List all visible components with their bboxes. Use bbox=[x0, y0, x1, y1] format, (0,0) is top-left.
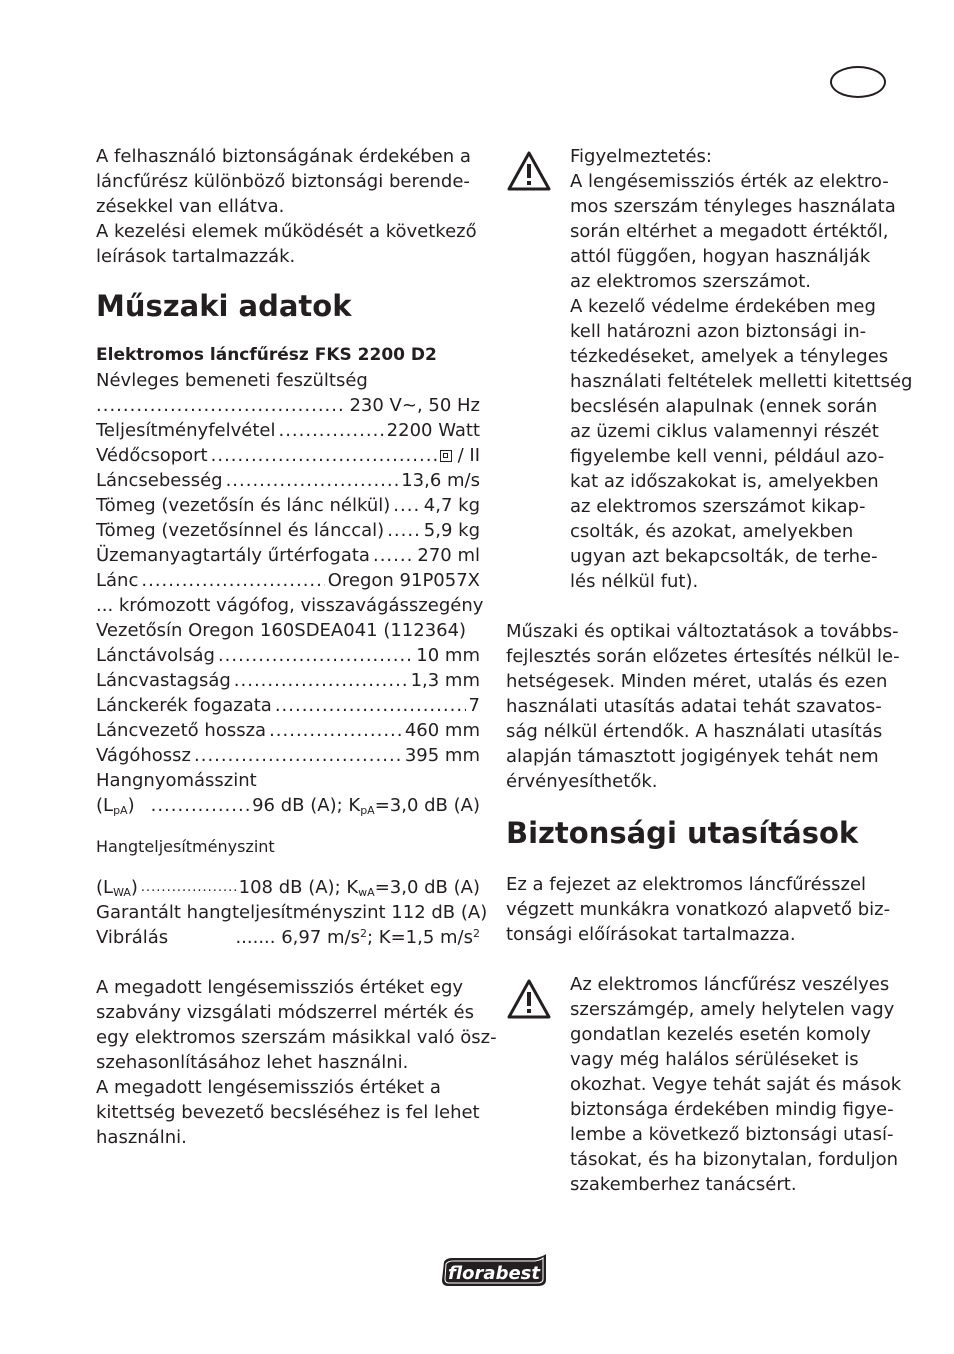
sound-pressure-row: $(L_{pA})$ ..... 96 dB (A); $K_{pA}=3,0$ dB (A) bbox=[96, 793, 480, 818]
left-column bbox=[96, 144, 497, 1150]
text-line: okozhat. Vegye tehát saját és mások bbox=[570, 1074, 902, 1095]
warning-triangle-icon bbox=[506, 150, 552, 192]
spec-row bbox=[96, 418, 480, 443]
spec-value: 1,3 mm bbox=[410, 670, 480, 691]
spec-row bbox=[96, 693, 480, 718]
spec-label: Tömeg (vezetősínnel és lánccal) bbox=[96, 520, 385, 541]
spec-value: 7 bbox=[468, 695, 480, 716]
text-line: A megadott lengésemissziós értéket egy bbox=[96, 977, 464, 998]
text-line: tézkedéseket, amelyek a tényleges bbox=[570, 346, 889, 367]
text-line: az elektromos szerszámot. bbox=[570, 271, 811, 292]
vibration-value: ....... 6,97 m/s bbox=[235, 927, 360, 948]
spec-label: Lánckerék fogazata bbox=[96, 695, 272, 716]
text-line: lés nélkül fut). bbox=[570, 571, 699, 592]
sound-power-k: =3,0 dB (A) bbox=[374, 877, 480, 898]
spec-value: / II bbox=[457, 445, 480, 466]
spec-label: Tömeg (vezetősín és lánc nélkül) bbox=[96, 495, 391, 516]
text-line: az üzemi ciklus valamennyi részét bbox=[570, 421, 879, 442]
text-line: attól függően, hogyan használják bbox=[570, 246, 871, 267]
text-line: A felhasználó biztonságának érdekében a bbox=[96, 146, 471, 167]
text-line: használati utasítás adatai tehát szavatos- bbox=[506, 696, 882, 717]
text-line: szabvány vizsgálati módszerrel mérték és bbox=[96, 1002, 474, 1023]
text-line: kitettség bevezető becsléséhez is fel lehet bbox=[96, 1102, 480, 1123]
text-line: tásokat, és ha bizonytalan, forduljon bbox=[570, 1149, 899, 1170]
spec-value: Oregon 91P057X bbox=[327, 570, 480, 591]
spec-value: 230 V~, 50 Hz bbox=[349, 395, 480, 416]
spec-row bbox=[96, 718, 480, 743]
text-line: Figyelmeztetés: bbox=[570, 146, 712, 167]
spec-label: Lánc bbox=[96, 570, 139, 591]
text-line: kell határozni azon biztonsági in- bbox=[570, 321, 867, 342]
sound-pressure-value: 96 dB (A); K bbox=[252, 795, 361, 816]
text-line: Ez a fejezet az elektromos láncfűrésszel bbox=[506, 874, 867, 895]
vibration-warning bbox=[506, 144, 913, 594]
text-line: becslésén alapulnak (ennek során bbox=[570, 396, 878, 417]
section-title-safety: Biztonsági utasítások bbox=[506, 816, 859, 850]
spec-value: 10 mm bbox=[416, 645, 480, 666]
guaranteed-sound-power: Garantált hangteljesítményszint 112 dB (A) bbox=[96, 902, 488, 923]
text-line: A lengésemissziós érték az elektro- bbox=[570, 171, 889, 192]
spec-value: 270 ml bbox=[417, 545, 480, 566]
text-line: használati feltételek melletti kitettség bbox=[570, 371, 913, 392]
sound-power-label: Hangteljesítményszint bbox=[96, 837, 275, 856]
text-line: A kezelési elemek működését a következő bbox=[96, 221, 477, 242]
spec-value: 395 mm bbox=[404, 745, 480, 766]
safety-warning bbox=[506, 972, 902, 1197]
text-line: az elektromos szerszámot kikap- bbox=[570, 496, 866, 517]
spec-label: Láncvezető hossza bbox=[96, 720, 267, 741]
text-line: fejlesztés során előzetes értesítés nélkül le- bbox=[506, 646, 900, 667]
sound-power-value: 108 dB (A); K bbox=[238, 877, 359, 898]
protection-class-II-icon bbox=[440, 450, 452, 462]
text-line: A kezelő védelme érdekében meg bbox=[570, 296, 876, 317]
language-badge bbox=[830, 66, 886, 98]
sound-pressure-label: Hangnyomásszint bbox=[96, 770, 257, 791]
text-line: csolták, és azokat, amelyekben bbox=[570, 521, 854, 542]
text-line: során eltérhet a megadott értéktől, bbox=[570, 221, 889, 242]
spec-row bbox=[96, 568, 480, 593]
chapter-intro bbox=[506, 872, 890, 947]
spec-label: Üzemanyagtartály űrtérfogata bbox=[96, 545, 370, 566]
florabest-logo bbox=[438, 1254, 550, 1288]
product-title: Elektromos láncfűrész FKS 2200 D2 bbox=[96, 345, 437, 365]
text-line: gondatlan kezelés esetén komoly bbox=[570, 1024, 871, 1045]
spec-value: 13,6 m/s bbox=[401, 470, 480, 491]
logo-text: florabest bbox=[448, 1263, 540, 1284]
spec-row bbox=[96, 643, 480, 668]
text-line: érvényesíthetők. bbox=[506, 771, 658, 792]
vibration-k: ; K=1,5 m/s bbox=[367, 927, 473, 948]
text-line: láncfűrész különböző biztonsági berende- bbox=[96, 171, 470, 192]
spec-row bbox=[96, 468, 480, 493]
section-title-technical-data: Műszaki adatok bbox=[96, 289, 352, 323]
vibration-row: Vibrálás ....... 6,97 $m/s^2$; K=1,5 $m/s^2$ bbox=[96, 927, 480, 948]
text-line: végzett munkákra vonatkozó alapvető biz- bbox=[506, 899, 891, 920]
text-line: mos szerszám tényleges használata bbox=[570, 196, 896, 217]
spec-value: 4,7 kg bbox=[423, 495, 480, 516]
chain-note: ... krómozott vágófog, visszavágásszegény bbox=[96, 595, 484, 616]
text-line: lembe a következő biztonsági utasí- bbox=[570, 1124, 894, 1145]
spec-row bbox=[96, 443, 480, 468]
text-line: Az elektromos láncfűrész veszélyes bbox=[570, 974, 890, 995]
right-column bbox=[506, 144, 913, 1197]
text-line: szerszámgép, amely helytelen vagy bbox=[570, 999, 895, 1020]
warning-triangle-icon bbox=[506, 978, 552, 1020]
text-line: A megadott lengésemissziós értéket a bbox=[96, 1077, 441, 1098]
text-line: egy elektromos szerszám másikkal való ösz- bbox=[96, 1027, 497, 1048]
spec-value: 460 mm bbox=[404, 720, 480, 741]
text-line: kat az időszakokat is, amelyekben bbox=[570, 471, 879, 492]
voltage-label: Névleges bemeneti feszültség bbox=[96, 370, 368, 391]
sound-power-row: $(L_{WA})$ ..... 108 dB (A); $K_{wA}=3,0$ dB (A) bbox=[96, 875, 480, 900]
spec-label: Teljesítményfelvétel bbox=[96, 420, 276, 441]
text-line: ugyan azt bekapcsolták, de terhe- bbox=[570, 546, 878, 567]
text-line: tonsági előírásokat tartalmazza. bbox=[506, 924, 796, 945]
text-line: Műszaki és optikai változtatások a továbbs- bbox=[506, 621, 899, 642]
intro-paragraph bbox=[96, 144, 480, 269]
text-line: ság nélkül értendők. A használati utasítás bbox=[506, 721, 883, 742]
spec-row bbox=[96, 743, 480, 768]
text-line: figyelembe kell venni, például azo- bbox=[570, 446, 885, 467]
text-line: vagy még halálos sérüléseket is bbox=[570, 1049, 859, 1070]
text-line: szehasonlításához lehet használni. bbox=[96, 1052, 409, 1073]
spec-value: 5,9 kg bbox=[423, 520, 480, 541]
spec-row bbox=[96, 493, 480, 518]
spec-label: Védőcsoport bbox=[96, 445, 208, 466]
text-line: használni. bbox=[96, 1127, 187, 1148]
guide-bar: Vezetősín Oregon 160SDEA041 (112364) bbox=[96, 620, 467, 641]
vibration-label: Vibrálás bbox=[96, 927, 169, 948]
spec-label: Vágóhossz bbox=[96, 745, 192, 766]
text-line: alapján támasztott jogigények tehát nem bbox=[506, 746, 879, 767]
spec-value: 2200 Watt bbox=[386, 420, 480, 441]
text-line: zésekkel van ellátva. bbox=[96, 196, 285, 217]
sound-pressure-k: =3,0 dB (A) bbox=[374, 795, 480, 816]
spec-label: Lánctávolság bbox=[96, 645, 215, 666]
spec-label: Láncsebesség bbox=[96, 470, 223, 491]
text-line: szakemberhez tanácsért. bbox=[570, 1174, 797, 1195]
spec-row bbox=[96, 668, 480, 693]
spec-row bbox=[96, 518, 480, 543]
spec-row-voltage bbox=[96, 393, 480, 418]
text-line: hetségesek. Minden méret, utalás és ezen bbox=[506, 671, 888, 692]
emission-paragraph bbox=[96, 975, 497, 1150]
text-line: leírások tartalmazzák. bbox=[96, 246, 296, 267]
spec-row bbox=[96, 543, 480, 568]
text-line: biztonsága érdekében mindig figye- bbox=[570, 1099, 894, 1120]
spec-label: Láncvastagság bbox=[96, 670, 231, 691]
changes-paragraph bbox=[506, 619, 900, 794]
